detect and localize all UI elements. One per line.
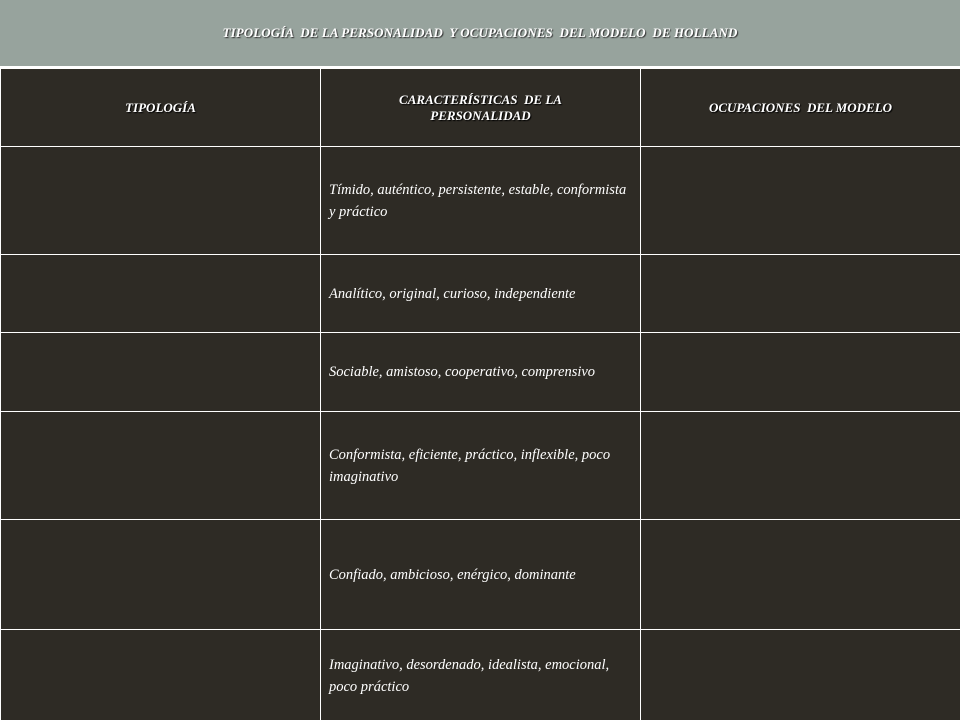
cell-ocupaciones — [641, 255, 960, 333]
cell-caracteristicas: Imaginativo, desordenado, idealista, emocional, poco práctico — [321, 630, 641, 720]
page-title: TIPOLOGÍA DE LA PERSONALIDAD Y OCUPACIONES DEL MODELO DE HOLLAND — [222, 25, 738, 40]
header-caracteristicas: CARACTERÍSTICAS DE LA PERSONALIDAD — [321, 69, 641, 147]
cell-caracteristicas: Sociable, amistoso, cooperativo, comprensivo — [321, 333, 641, 412]
table-row — [1, 147, 960, 255]
header-ocupaciones: OCUPACIONES DEL MODELO — [641, 69, 960, 147]
cell-ocupaciones — [641, 147, 960, 255]
cell-tipologia — [1, 333, 321, 412]
cell-ocupaciones — [641, 333, 960, 412]
header-tipologia: TIPOLOGÍA — [1, 69, 321, 147]
cell-ocupaciones — [641, 412, 960, 520]
cell-tipologia — [1, 147, 321, 255]
cell-ocupaciones — [641, 630, 960, 720]
table-row — [1, 333, 960, 412]
holland-table — [0, 68, 960, 720]
table-row — [1, 630, 960, 720]
cell-caracteristicas: Conformista, eficiente, práctico, inflexible, poco imaginativo — [321, 412, 641, 520]
cell-caracteristicas: Tímido, auténtico, persistente, estable, conformista y práctico — [321, 147, 641, 255]
table-row — [1, 412, 960, 520]
table-row — [1, 255, 960, 333]
cell-tipologia — [1, 630, 321, 720]
cell-caracteristicas: Confiado, ambicioso, enérgico, dominante — [321, 520, 641, 630]
table-header-row — [1, 69, 960, 147]
cell-tipologia — [1, 412, 321, 520]
cell-tipologia — [1, 255, 321, 333]
cell-tipologia — [1, 520, 321, 630]
cell-ocupaciones — [641, 520, 960, 630]
title-bar — [0, 0, 960, 68]
cell-caracteristicas: Analítico, original, curioso, independiente — [321, 255, 641, 333]
table-row — [1, 520, 960, 630]
